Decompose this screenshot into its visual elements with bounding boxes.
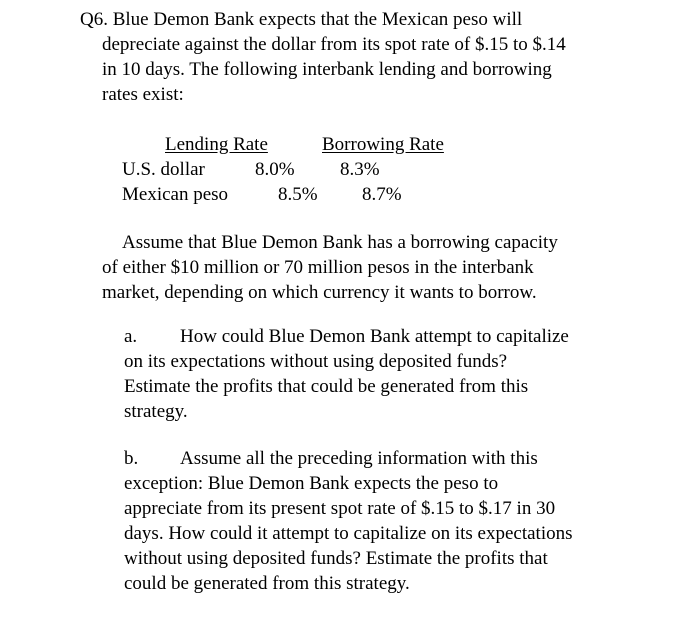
part-a-line: on its expectations without using deposited funds?: [124, 351, 508, 372]
header-borrowing-rate: Borrowing Rate: [322, 134, 444, 155]
part-a-marker: a.: [124, 326, 138, 347]
part-b-line: days. How could it attempt to capitalize on its expectations: [124, 523, 573, 544]
part-a-line: How could Blue Demon Bank attempt to capitalize: [180, 326, 569, 347]
part-b-line: without using deposited funds? Estimate the profits that: [124, 548, 548, 569]
part-a-line: strategy.: [124, 401, 188, 422]
question-line: in 10 days. The following interbank lending and borrowing: [102, 59, 552, 80]
question-line: Q6. Blue Demon Bank expects that the Mexican peso will: [80, 9, 523, 30]
part-b-line: Assume all the preceding information with this: [180, 448, 538, 469]
assumption-line: market, depending on which currency it wants to borrow.: [102, 282, 537, 303]
part-b-line: appreciate from its present spot rate of $.15 to $.17 in 30: [124, 498, 556, 519]
question-line: rates exist:: [102, 84, 184, 105]
assumption-line: of either $10 million or 70 million pesos in the interbank: [102, 257, 534, 278]
assumption-line: Assume that Blue Demon Bank has a borrowing capacity: [122, 232, 558, 253]
part-b-line: exception: Blue Demon Bank expects the peso to: [124, 473, 499, 494]
row-currency-peso: Mexican peso: [122, 184, 229, 205]
question-line: depreciate against the dollar from its spot rate of $.15 to $.14: [102, 34, 566, 55]
row-lending-peso: 8.5%: [278, 184, 318, 205]
row-currency-usd: U.S. dollar: [122, 159, 205, 180]
row-borrowing-usd: 8.3%: [340, 159, 380, 180]
part-b-marker: b.: [124, 448, 139, 469]
row-lending-usd: 8.0%: [255, 159, 295, 180]
part-b-line: could be generated from this strategy.: [124, 573, 410, 594]
header-lending-rate: Lending Rate: [165, 134, 268, 155]
row-borrowing-peso: 8.7%: [362, 184, 402, 205]
part-a-line: Estimate the profits that could be generated from this: [124, 376, 529, 397]
